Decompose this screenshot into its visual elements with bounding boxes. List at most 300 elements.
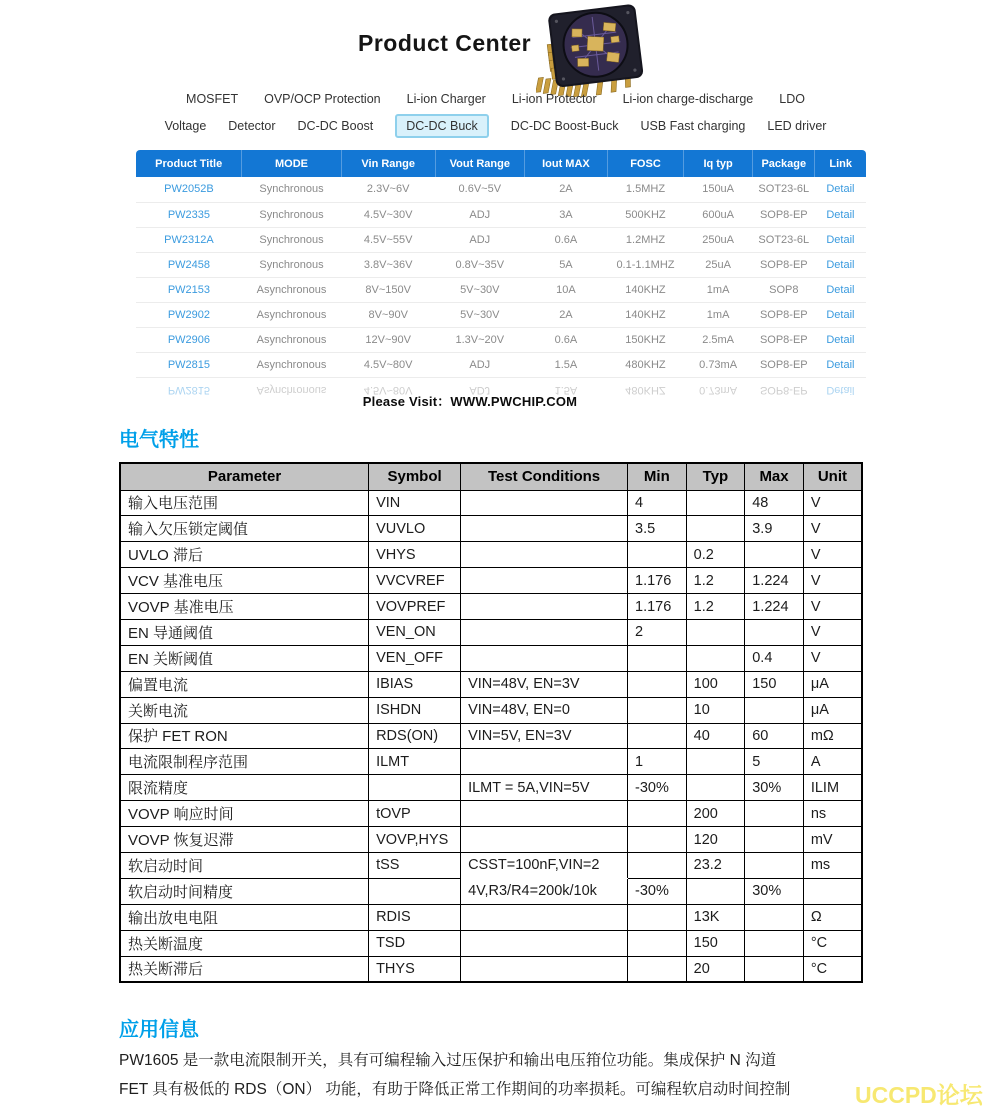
product-row-cell-title[interactable] [136,202,242,227]
product-row-cell-mode-text: Synchronous [259,233,324,246]
spec-row-cell-unit [803,697,862,723]
product-row-cell-title[interactable] [136,177,242,202]
product-link[interactable]: PW2312A [164,233,214,246]
product-row-cell-fosc-text: 150KHZ [625,333,666,346]
spec-table-header [120,463,862,490]
detail-link[interactable]: Detail [826,183,855,196]
spec-row-cell-s [369,697,461,723]
spec-row-cell-p [120,594,369,620]
spec-row-cell-typ-text: 20 [693,960,710,977]
spec-row-cell-typ [686,516,745,542]
spec-row-cell-typ-text: 10 [693,702,710,719]
spec-row-cell-p [120,516,369,542]
spec-row-cell-tc [461,878,628,904]
nav-item-detector[interactable]: Detector [228,119,276,133]
product-row-cell-title-text: PW2815 [167,383,211,396]
product-row [136,302,866,327]
product-row-cell-mode-text: Synchronous [259,183,324,196]
spec-row-cell-tc [461,827,628,853]
product-row-cell-iout-text: 10A [556,283,576,296]
spec-row-cell-min [628,878,687,904]
product-row-cell-vin-text: 2.3V~6V [366,183,410,196]
product-row-cell-iq-text: 1mA [706,308,730,321]
spec-row-cell-max [745,827,804,853]
product-row-cell-mode [242,327,341,352]
spec-row-cell-typ [686,490,745,516]
product-row-cell-vin [341,302,435,327]
product-row-cell-pkg [753,302,815,327]
spec-row-cell-s-text: THYS [376,960,415,977]
visit-note: Please Visit：WWW.PWCHIP.COM [362,394,578,409]
spec-row-cell-p-text: 热关断滞后 [128,961,204,979]
spec-row [120,801,862,827]
product-row-cell-vin-text: 4.5V~30V [363,208,413,221]
spec-row-cell-tc [461,749,628,775]
detail-link[interactable]: Detail [826,333,855,346]
product-row-cell-title[interactable] [136,277,242,302]
spec-row-cell-typ [686,749,745,775]
spec-row-cell-unit-text: V [810,494,821,511]
col-symbol: Symbol [369,463,461,490]
product-row-cell-iq-text: 2.5mA [702,333,734,346]
spec-row-cell-min [628,801,687,827]
spec-row-cell-p [120,801,369,827]
spec-row-cell-p [120,904,369,930]
spec-row-cell-tc-text: VIN=5V, EN=3V [468,727,572,744]
spec-row-cell-typ [686,723,745,749]
spec-row-cell-typ-text: 100 [693,676,718,693]
spec-row-cell-min-text: 1.176 [635,598,672,615]
detail-link[interactable]: Detail [826,208,855,221]
spec-row-cell-s [369,749,461,775]
nav-item-li-ion-charge-discharge[interactable]: Li-ion charge-discharge [622,92,754,106]
spec-row-cell-max [745,697,804,723]
spec-row-cell-min [628,827,687,853]
spec-row-cell-typ-text: 150 [693,935,718,952]
product-row-cell-pkg [753,327,815,352]
spec-row-cell-typ [686,878,745,904]
electrical-heading: 电气特性 [119,429,199,451]
col-product-title: Product Title [136,150,242,177]
spec-row-cell-s [369,671,461,697]
product-link[interactable]: PW2052B [164,183,214,196]
spec-row-cell-max [745,594,804,620]
application-text-line2: FET 具有极低的 RDS（ON） 功能，有助于降低正常工作期间的功率损耗。可编程软启动时间控制 [119,1081,791,1098]
product-row-cell-title[interactable] [136,327,242,352]
product-row-cell-iout-text: 0.6A [554,333,578,346]
col-parameter: Parameter [120,463,369,490]
spec-row-cell-unit-text: μA [810,676,829,693]
spec-row-cell-p-text: VCV 基准电压 [128,573,224,591]
detail-link[interactable]: Detail [826,283,855,296]
col-unit: Unit [803,463,862,490]
product-row-cell-vout [435,227,524,252]
product-link[interactable]: PW2906 [167,333,211,346]
spec-row-cell-unit [803,878,862,904]
spec-row-cell-p-text: EN 导通阈值 [128,624,214,642]
product-row-cell-vout-text: ADJ [469,233,491,246]
product-row-cell-link[interactable] [815,277,866,302]
product-row [136,277,866,302]
spec-row-cell-min [628,542,687,568]
spec-row-cell-s [369,801,461,827]
nav-item-led-driver[interactable]: LED driver [767,119,827,133]
page-title: Product Center [358,30,532,56]
spec-row-cell-typ-text: 200 [693,805,718,822]
spec-row-cell-p [120,645,369,671]
spec-row-cell-p-text: EN 关断阈值 [128,650,214,668]
spec-row-cell-min [628,775,687,801]
product-row-cell-fosc-text: 480KHZ [625,383,666,396]
col-max: Max [745,463,804,490]
spec-row-cell-unit [803,594,862,620]
spec-row-cell-min [628,904,687,930]
spec-row-cell-s-text: VVCVREF [376,572,445,589]
product-row-cell-link[interactable] [815,302,866,327]
spec-row-cell-unit [803,852,862,878]
spec-row-cell-s-text: ILMT [376,753,410,770]
spec-row-cell-max-text: 60 [752,727,769,744]
spec-row-cell-p-text: 电流限制程序范围 [128,754,249,772]
spec-row-cell-min [628,930,687,956]
spec-row [120,542,862,568]
product-row-cell-fosc-text: 1.5MHZ [625,183,666,196]
spec-row [120,516,862,542]
product-row-cell-iout-text: 2A [559,308,573,321]
nav-item-dc-dc-buck[interactable]: DC-DC Buck [395,114,489,138]
spec-row-cell-max [745,619,804,645]
product-row-cell-iout-text: 3A [559,208,573,221]
product-row-cell-vout [435,302,524,327]
product-row-cell-link[interactable] [815,177,866,202]
spec-row-cell-s [369,827,461,853]
spec-row-cell-tc-text: VIN=48V, EN=3V [468,676,580,693]
spec-row-cell-max [745,775,804,801]
spec-row-cell-unit-text: V [810,572,821,589]
spec-row-cell-s [369,516,461,542]
spec-row-cell-s-text: VEN_OFF [376,650,443,667]
spec-row-cell-max [745,645,804,671]
product-row-cell-iout [524,302,607,327]
product-row-cell-vout-text: 5V~30V [460,308,500,321]
spec-row-cell-p [120,490,369,516]
spec-row-cell-s-text: RDIS [376,909,411,926]
spec-row-cell-p-text: 输出放电电阻 [128,909,219,927]
spec-row-cell-max-text: 150 [752,676,777,693]
spec-row-cell-unit-text: °C [810,960,828,977]
electrical-spec-table [119,462,863,983]
spec-row-cell-tc [461,801,628,827]
product-row-cell-iout [524,252,607,277]
spec-row-cell-min [628,749,687,775]
spec-row-cell-p [120,956,369,982]
spec-row-cell-typ [686,594,745,620]
nav-item-voltage[interactable]: Voltage [164,119,207,133]
spec-row-cell-min [628,619,687,645]
spec-row-cell-s [369,775,461,801]
product-row-cell-iq-text: 250uA [702,233,735,246]
nav-item-dc-dc-boost[interactable]: DC-DC Boost [297,119,374,133]
product-link[interactable]: PW2815 [167,358,211,371]
spec-row-cell-s-text: VHYS [376,546,416,563]
spec-row-cell-p [120,542,369,568]
spec-row-cell-s-text: VIN [376,494,401,511]
col-mode: MODE [242,150,341,177]
spec-row-cell-tc-text: VIN=48V, EN=0 [468,702,570,719]
product-link[interactable]: PW2153 [167,283,211,296]
product-row-cell-link[interactable] [815,327,866,352]
spec-row-cell-max-text: 5 [752,753,761,770]
product-link[interactable]: PW2902 [167,308,211,321]
spec-row-cell-unit-text: ms [810,857,831,874]
spec-row-cell-unit [803,904,862,930]
spec-row-cell-typ [686,645,745,671]
spec-row-cell-s-text: TSD [376,935,406,952]
spec-row-cell-typ [686,697,745,723]
spec-row-cell-unit [803,671,862,697]
spec-row-cell-typ [686,956,745,982]
product-row-cell-iout-text: 2A [559,183,573,196]
spec-row-cell-p [120,827,369,853]
product-row-cell-vin-text: 4.5V~55V [363,233,413,246]
spec-row-cell-max-text: 0.4 [752,650,773,667]
product-row-cell-iq-text: 600uA [702,208,735,221]
col-fosc: FOSC [608,150,684,177]
spec-row [120,930,862,956]
product-row-cell-iq [683,202,752,227]
product-row [136,177,866,202]
spec-row [120,645,862,671]
product-link[interactable]: PW2458 [167,258,211,271]
col-vin-range: Vin Range [341,150,435,177]
spec-row [120,671,862,697]
product-row-cell-vin-text: 4.5V~80V [363,358,413,371]
product-row-cell-mode-text: Asynchronous [256,283,327,296]
spec-row-cell-tc-text: ILMT = 5A,VIN=5V [468,779,590,796]
spec-row-cell-typ [686,852,745,878]
product-table-header [136,150,866,177]
spec-row-cell-s-text: VOVPREF [376,598,446,615]
product-row-cell-iq [683,277,752,302]
spec-row-cell-p-text: 软启动时间 [128,857,204,875]
spec-row-cell-min [628,594,687,620]
spec-row-cell-tc [461,671,628,697]
product-row-cell-fosc [608,227,684,252]
product-row-cell-vout-text: 5V~30V [460,283,500,296]
product-row-cell-mode-text: Synchronous [259,258,324,271]
spec-row-cell-s [369,619,461,645]
spec-row-cell-p [120,568,369,594]
spec-row [120,775,862,801]
spec-row-cell-typ [686,801,745,827]
spec-row-cell-p-text: 软启动时间精度 [128,883,234,901]
spec-row-cell-s-text: VEN_ON [376,624,436,641]
spec-row-cell-s-text: VUVLO [376,520,426,537]
product-row-cell-pkg-text: SOT23-6L [758,233,810,246]
product-row-cell-mode-text: Synchronous [259,208,324,221]
product-row [136,202,866,227]
application-text [119,1046,884,1104]
spec-row-cell-tc [461,542,628,568]
product-row-cell-vin [341,352,435,377]
product-row-cell-mode [242,352,341,377]
product-row-cell-mode-text: Asynchronous [256,333,327,346]
spec-row-cell-min-text: 1 [635,753,644,770]
spec-row-cell-p-text: 输入欠压锁定阈值 [128,521,249,539]
product-row-cell-iq [683,227,752,252]
spec-row-cell-p [120,697,369,723]
spec-row-cell-s-text: RDS(ON) [376,727,439,744]
product-row-cell-mode [242,277,341,302]
spec-row [120,619,862,645]
spec-row-cell-typ [686,775,745,801]
product-row-cell-iq-text: 0.73mA [699,358,738,371]
spec-row-cell-p-text: VOVP 基准电压 [128,599,234,616]
product-row-cell-iq-text: 0.73mA [699,383,738,396]
product-row-cell-pkg-text: SOP8-EP [759,333,808,346]
product-row [136,227,866,252]
product-row-cell-link[interactable] [815,352,866,377]
product-row-cell-title[interactable] [136,352,242,377]
spec-row-cell-unit [803,775,862,801]
product-row [136,327,866,352]
product-row-cell-vin [341,202,435,227]
spec-row-cell-unit [803,490,862,516]
product-row-cell-title[interactable] [136,227,242,252]
col-package: Package [753,150,815,177]
spec-row-cell-p [120,619,369,645]
product-row-cell-vin-text: 3.8V~36V [363,258,413,271]
spec-row-cell-s-text: VOVP,HYS [376,831,449,848]
product-row-cell-mode [242,227,341,252]
spec-row-cell-p-text: 热关断温度 [128,935,204,953]
product-row-cell-link[interactable] [815,252,866,277]
spec-row-cell-tc [461,516,628,542]
detail-link[interactable]: Detail [826,308,855,321]
spec-row-cell-typ [686,671,745,697]
spec-row [120,568,862,594]
product-row-cell-vout [435,252,524,277]
product-row-cell-mode-text: Asynchronous [256,308,327,321]
detail-link[interactable]: Detail [826,358,855,371]
spec-row-cell-max [745,723,804,749]
spec-row-cell-min [628,568,687,594]
spec-row-cell-unit-text: ns [810,805,827,822]
product-row-cell-vout-text: 0.6V~5V [458,183,502,196]
nav-item-dc-dc-boost-buck[interactable]: DC-DC Boost-Buck [510,119,619,133]
spec-row-cell-p-text: VOVP 响应时间 [128,806,234,824]
nav-item-li-ion-charger[interactable]: Li-ion Charger [406,92,486,106]
spec-row-cell-tc [461,723,628,749]
product-row-cell-fosc [608,277,684,302]
product-row-cell-iout [524,352,607,377]
spec-row-cell-typ [686,904,745,930]
spec-row-cell-typ-text: 1.2 [693,572,714,589]
spec-row-cell-p [120,852,369,878]
spec-row-cell-max [745,568,804,594]
product-row-cell-iq-text: 1mA [706,283,730,296]
spec-row-cell-typ [686,619,745,645]
product-row-cell-vout-text: 1.3V~20V [455,333,505,346]
nav-item-usb-fast-charging[interactable]: USB Fast charging [640,119,746,133]
nav-item-mosfet[interactable]: MOSFET [186,92,239,106]
spec-row [120,594,862,620]
spec-row-cell-unit-text: V [810,546,821,563]
product-row-cell-iq [683,252,752,277]
spec-row-cell-typ-text: 120 [693,831,718,848]
product-row-cell-fosc-text: 140KHZ [625,308,666,321]
product-row-cell-vout [435,352,524,377]
spec-row [120,827,862,853]
spec-row-cell-unit [803,930,862,956]
chip-image [536,0,668,98]
spec-row-cell-s [369,878,461,904]
product-row-cell-mode-text: Asynchronous [256,358,327,371]
spec-row-cell-p-text: UVLO 滞后 [128,547,204,565]
detail-link[interactable]: Detail [826,258,855,271]
product-row-cell-vout [435,177,524,202]
spec-row-cell-min [628,645,687,671]
nav-item-li-ion-protector[interactable]: Li-ion Protector [511,92,597,106]
spec-row-cell-tc [461,645,628,671]
product-row-cell-link[interactable] [815,227,866,252]
product-row-cell-fosc-text: 140KHZ [625,283,666,296]
spec-row-cell-s [369,723,461,749]
product-row-cell-vout [435,202,524,227]
spec-row-cell-unit-text: mV [810,831,833,848]
product-link[interactable]: PW2335 [167,208,211,221]
spec-row-cell-unit-text: V [810,520,821,537]
spec-row-cell-unit [803,749,862,775]
spec-row-cell-tc [461,697,628,723]
product-row-cell-pkg-text: SOT23-6L [758,183,810,196]
spec-row-cell-p-text: 关断电流 [128,702,189,720]
spec-row-cell-p [120,671,369,697]
product-row [136,352,866,377]
spec-row-cell-unit-text: ILIM [810,779,840,796]
spec-row-cell-p [120,930,369,956]
product-row-cell-iq [683,352,752,377]
product-row-cell-link[interactable] [815,202,866,227]
product-row-cell-title[interactable] [136,252,242,277]
nav-row-2 [0,112,991,140]
nav-item-ldo[interactable]: LDO [779,92,805,106]
spec-row-cell-tc [461,852,628,878]
spec-row-cell-unit [803,542,862,568]
product-row-cell-iq [683,302,752,327]
product-row-cell-pkg-text: SOP8 [769,283,799,296]
watermark: UCCPD论坛 [855,1082,983,1108]
spec-row-cell-typ [686,930,745,956]
product-row-cell-title[interactable] [136,302,242,327]
product-row-cell-pkg [753,202,815,227]
spec-row-cell-unit [803,645,862,671]
product-row-cell-iout [524,202,607,227]
spec-row-cell-s [369,956,461,982]
spec-row [120,904,862,930]
spec-row-cell-max [745,930,804,956]
spec-row-cell-unit-text: V [810,598,821,615]
col-iout-max: Iout MAX [524,150,607,177]
spec-row-cell-min-text: 2 [635,624,644,641]
product-row-cell-fosc [608,202,684,227]
spec-row-cell-max [745,516,804,542]
detail-link[interactable]: Detail [826,233,855,246]
spec-row-cell-typ-text: 1.2 [693,598,714,615]
product-row-cell-vin [341,227,435,252]
product-row-cell-iout-text: 1.5A [554,358,578,371]
nav-item-ovp-ocp-protection[interactable]: OVP/OCP Protection [264,92,381,106]
